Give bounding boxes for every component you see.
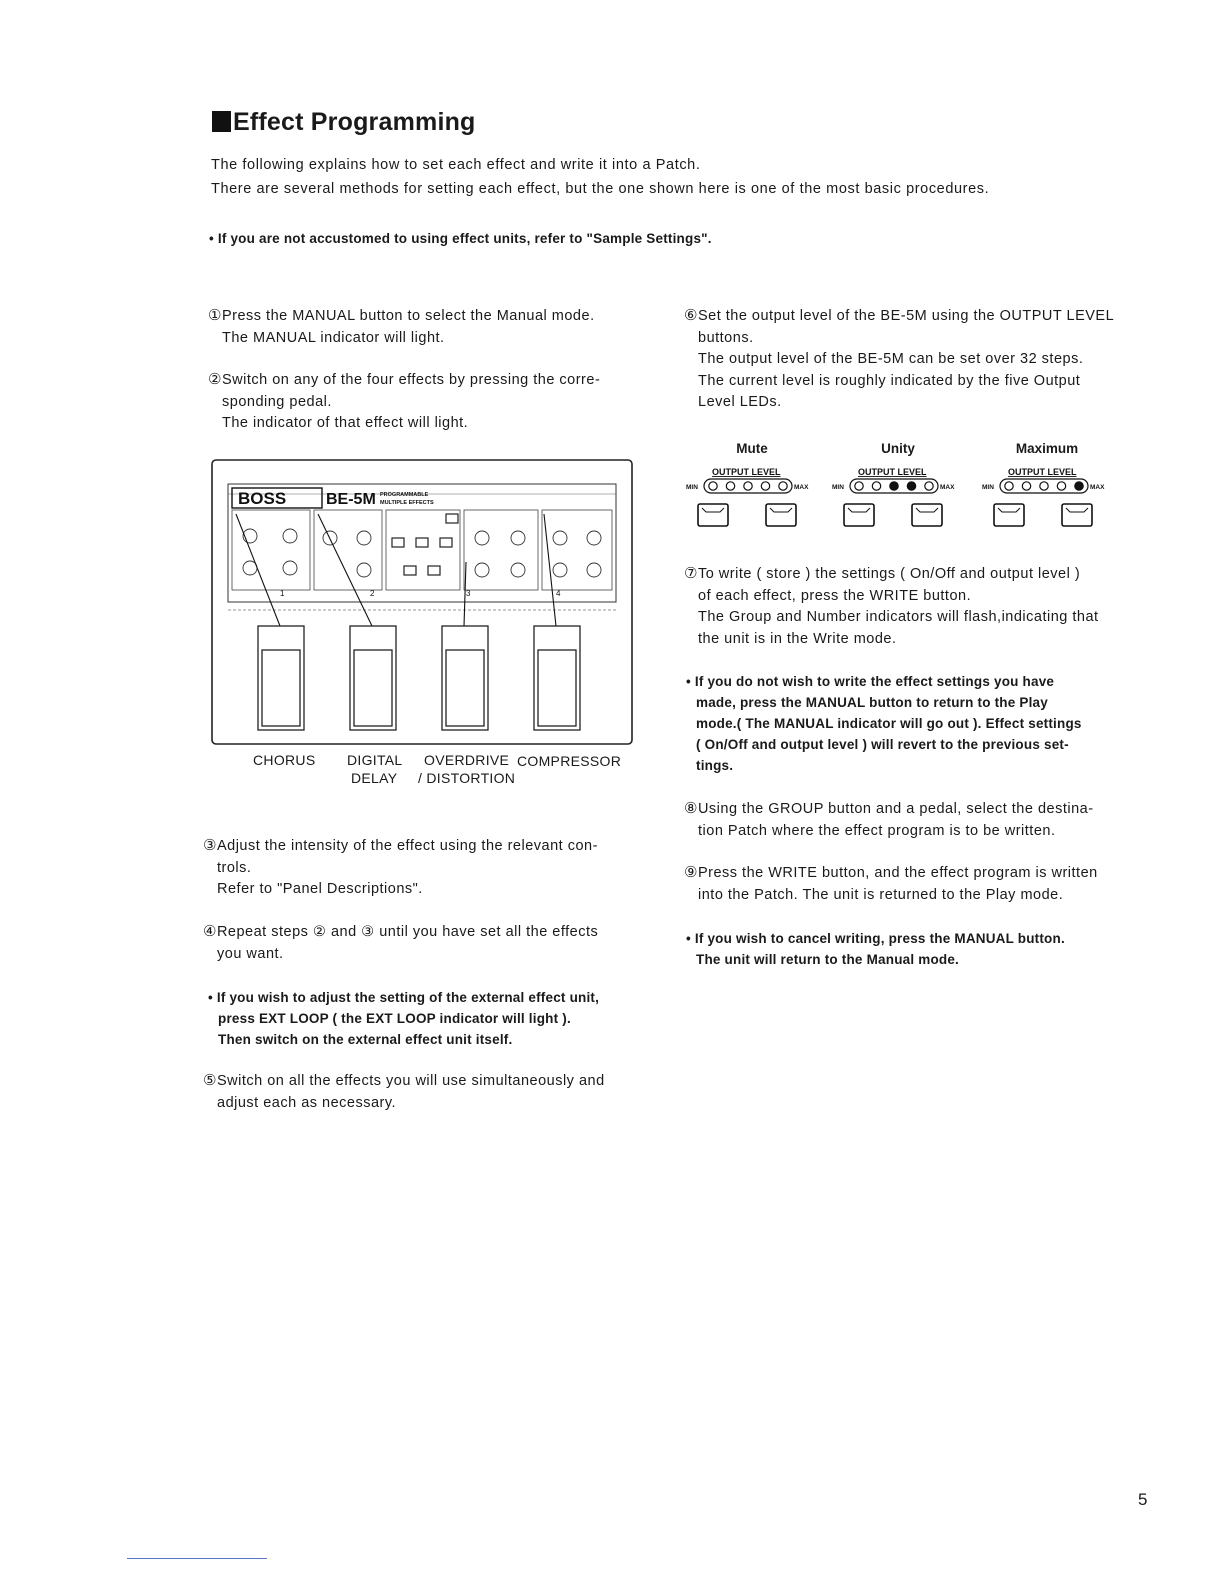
led-unlit — [779, 482, 787, 490]
step-7 — [684, 563, 1134, 650]
step-7-number: ⑦ — [684, 565, 698, 582]
led-unlit — [872, 482, 880, 490]
pedal-number-2: 2 — [370, 589, 375, 598]
step-4-line-2: you want. — [217, 945, 284, 962]
step-5-line-2: adjust each as necessary. — [217, 1094, 397, 1111]
step-4 — [203, 921, 653, 965]
brand-logo: BOSS — [238, 489, 287, 508]
note-ext-line-1: • If you wish to adjust the setting of the external effect unit, — [208, 990, 600, 1005]
max-label: MAX — [1090, 484, 1105, 491]
step-2-number: ② — [208, 371, 222, 388]
step-6-line-1: Set the output level of the BE-5M using the OUTPUT LEVEL — [697, 308, 1115, 324]
step-2-line-2: sponding pedal. — [222, 393, 332, 410]
led-unlit — [761, 482, 769, 490]
step-7-line-3: The Group and Number indicators will flash,indicating that — [698, 609, 1099, 625]
note-cancel-line-1: • If you wish to cancel writing, press the MANUAL button. — [686, 931, 1065, 946]
button-bevel — [998, 508, 1020, 512]
led-lit — [907, 482, 915, 490]
step-1-line-1: Press the MANUAL button to select the Manual mode. — [221, 308, 595, 324]
model-subtitle-2: MULTIPLE EFFECTS — [380, 500, 434, 506]
chorus-section — [232, 510, 310, 590]
bullet-square-icon — [212, 111, 231, 132]
led-unlit — [1005, 482, 1013, 490]
caption-distortion: / DISTORTION — [418, 770, 516, 786]
min-label: MIN — [982, 484, 994, 491]
step-9-number: ⑨ — [684, 864, 698, 881]
note-cancel-writing — [686, 928, 1116, 970]
step-5 — [203, 1070, 653, 1114]
output-level-button — [698, 504, 728, 526]
be-5m-illustration — [210, 458, 634, 748]
note-cancel-line-2: The unit will return to the Manual mode. — [696, 952, 960, 967]
model-name: BE-5M — [326, 491, 376, 508]
output-level-diagrams — [680, 460, 1120, 532]
overdrive-section — [464, 510, 538, 590]
level-title-maximum: Maximum — [1015, 441, 1079, 456]
step-4-line-1: Repeat steps ② and ③ until you have set all the effects — [216, 924, 599, 940]
button-bevel — [848, 508, 870, 512]
step-5-line-1: Switch on all the effects you will use simultaneously and — [216, 1073, 605, 1089]
page-title-text: Effect Programming — [233, 108, 476, 136]
step-1-line-2: The MANUAL indicator will light. — [222, 329, 445, 346]
step-6-number: ⑥ — [684, 307, 698, 324]
step-6-line-2: buttons. — [698, 329, 754, 346]
max-label: MAX — [940, 484, 955, 491]
page-number: 5 — [1138, 1490, 1148, 1509]
led-unlit — [855, 482, 863, 490]
level-title-unity: Unity — [881, 441, 915, 456]
model-subtitle-1: PROGRAMMABLE — [380, 492, 429, 498]
led-unlit — [709, 482, 717, 490]
note-manual-line-2: made, press the MANUAL button to return to the Play — [696, 695, 1048, 710]
min-label: MIN — [686, 484, 698, 491]
step-8-number: ⑧ — [684, 800, 698, 817]
footer-rule — [127, 1558, 267, 1559]
button-bevel — [770, 508, 792, 512]
step-9-line-2: into the Patch. The unit is returned to the Play mode. — [698, 886, 1064, 903]
level-title-mute: Mute — [736, 441, 768, 456]
note-manual-line-3: mode.( The MANUAL indicator will go out ). Effect settings — [696, 716, 1082, 731]
note-ext-line-3: Then switch on the external effect unit itself. — [218, 1032, 513, 1047]
control-knobs — [243, 529, 601, 577]
button-bevel — [1066, 508, 1088, 512]
step-2-line-1: Switch on any of the four effects by pressing the corre- — [221, 372, 601, 388]
output-level-button — [844, 504, 874, 526]
step-6 — [684, 305, 1134, 414]
led-unlit — [726, 482, 734, 490]
step-3-number: ③ — [203, 837, 217, 854]
delay-section — [314, 510, 382, 590]
page-title — [212, 108, 476, 137]
step-7-line-2: of each effect, press the WRITE button. — [698, 587, 972, 604]
step-8-line-2: tion Patch where the effect program is to be written. — [698, 822, 1056, 839]
intro-line-1: The following explains how to set each effect and write it into a Patch. — [211, 157, 701, 173]
led-lit — [1075, 482, 1083, 490]
foot-pedals — [258, 626, 580, 730]
note-manual-line-1: • If you do not wish to write the effect settings you have — [686, 674, 1055, 689]
step-9-line-1: Press the WRITE button, and the effect program is written — [697, 865, 1098, 881]
pedal-number-3: 3 — [466, 589, 471, 598]
led-lit — [890, 482, 898, 490]
note-manual-return — [686, 671, 1116, 776]
compressor-section — [542, 510, 612, 590]
note-ext-loop — [208, 987, 648, 1050]
caption-digital: DIGITAL — [347, 752, 403, 768]
led-unlit — [1040, 482, 1048, 490]
step-6-line-4: The current level is roughly indicated by the five Output — [698, 372, 1081, 389]
led-unlit — [925, 482, 933, 490]
output-level-label: OUTPUT LEVEL — [712, 467, 781, 477]
led-unlit — [1022, 482, 1030, 490]
led-unlit — [744, 482, 752, 490]
note-manual-line-4: ( On/Off and output level ) will revert to the previous set- — [696, 737, 1069, 752]
note-sample-settings: • If you are not accustomed to using effect units, refer to "Sample Settings". — [209, 231, 712, 246]
output-level-button — [994, 504, 1024, 526]
output-level-label: OUTPUT LEVEL — [1008, 467, 1077, 477]
step-3 — [203, 835, 653, 901]
output-level-maximum — [982, 467, 1105, 526]
step-1-number: ① — [208, 307, 222, 324]
note-manual-line-5: tings. — [696, 758, 734, 773]
button-bevel — [702, 508, 724, 512]
step-1 — [208, 305, 648, 349]
button-bevel — [916, 508, 938, 512]
output-level-button — [766, 504, 796, 526]
step-3-line-3: Refer to "Panel Descriptions". — [217, 881, 423, 897]
panel-buttons — [392, 514, 458, 575]
step-8 — [684, 798, 1134, 842]
step-3-line-2: trols. — [217, 859, 252, 876]
pedal-number-4: 4 — [556, 589, 561, 598]
intro-line-2: There are several methods for setting each effect, but the one shown here is one of the most basic procedures. — [211, 181, 990, 197]
led-unlit — [1057, 482, 1065, 490]
step-4-number: ④ — [203, 923, 217, 940]
step-2 — [208, 369, 648, 435]
step-7-line-1: To write ( store ) the settings ( On/Off and output level ) — [697, 566, 1081, 582]
caption-delay: DELAY — [351, 770, 398, 786]
max-label: MAX — [794, 484, 809, 491]
output-level-label: OUTPUT LEVEL — [858, 467, 927, 477]
step-8-line-1: Using the GROUP button and a pedal, select the destina- — [697, 801, 1094, 817]
caption-compressor: COMPRESSOR — [517, 753, 622, 769]
note-ext-line-2: press EXT LOOP ( the EXT LOOP indicator will light ). — [218, 1011, 571, 1026]
pointer-lines — [236, 514, 556, 626]
step-2-line-3: The indicator of that effect will light. — [222, 415, 469, 431]
caption-chorus: CHORUS — [253, 752, 316, 768]
step-6-line-3: The output level of the BE-5M can be set over 32 steps. — [698, 351, 1084, 367]
pedal-number-1: 1 — [280, 589, 285, 598]
output-level-unity — [832, 467, 955, 526]
min-label: MIN — [832, 484, 844, 491]
step-5-number: ⑤ — [203, 1072, 217, 1089]
output-level-button — [1062, 504, 1092, 526]
step-9 — [684, 862, 1134, 906]
step-7-line-4: the unit is in the Write mode. — [698, 630, 897, 647]
output-level-mute — [686, 467, 809, 526]
ext-loop-section — [386, 510, 460, 590]
output-level-button — [912, 504, 942, 526]
step-6-line-5: Level LEDs. — [698, 394, 782, 410]
caption-overdrive: OVERDRIVE — [424, 752, 510, 768]
step-3-line-1: Adjust the intensity of the effect using the relevant con- — [216, 838, 598, 854]
